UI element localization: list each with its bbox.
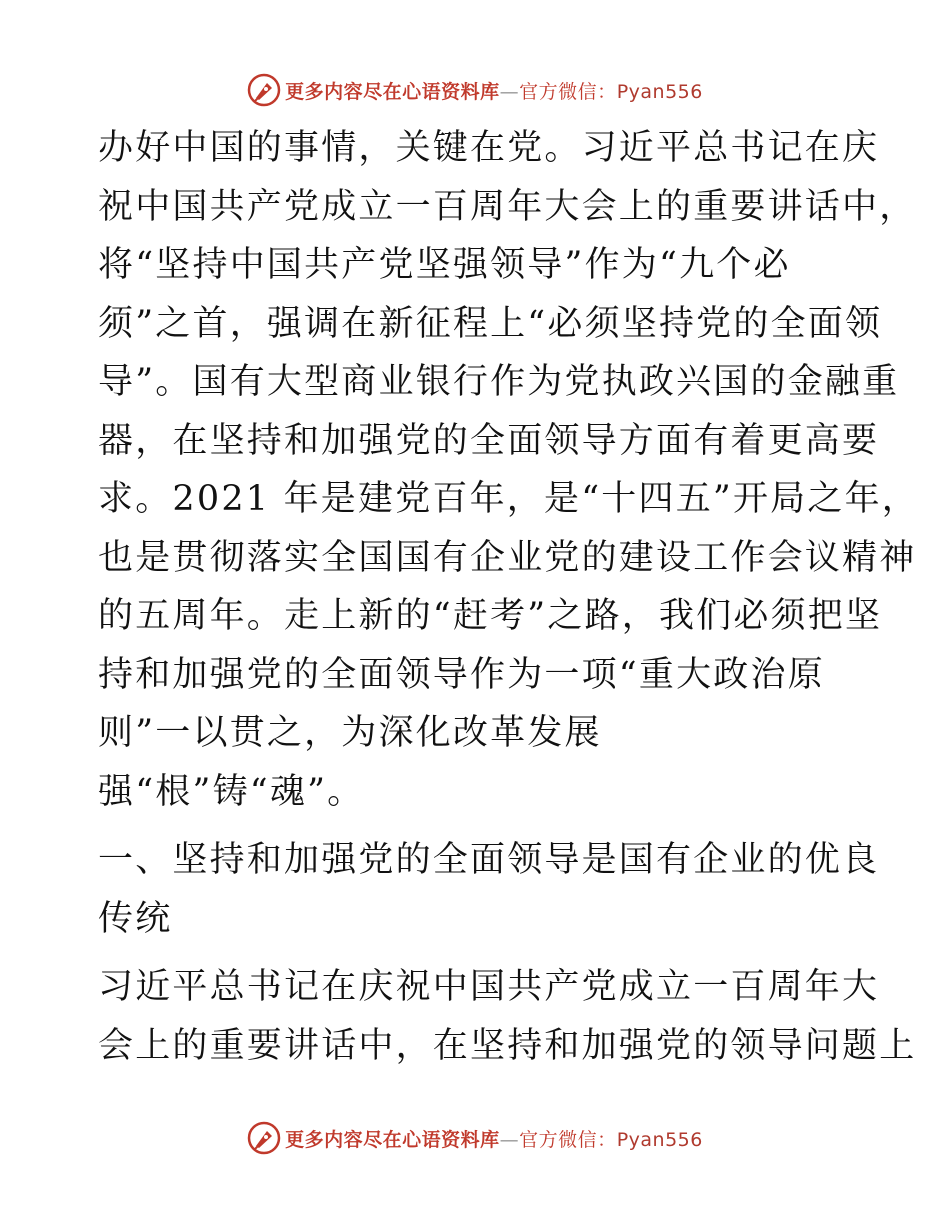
intro-paragraph <box>98 119 919 821</box>
text-line: 祝中国共产党成立一百周年大会上的重要讲话中， <box>98 186 917 227</box>
watermark-wechat-id: Pyan556 <box>616 1128 703 1151</box>
text-line: 将“坚持中国共产党坚强领导”作为“九个必 <box>98 245 791 285</box>
text-line: 会上的重要讲话中，在坚持和加强党的领导问题上 <box>98 1025 917 1066</box>
watermark-dash: — <box>499 80 520 103</box>
heading-line: 传统 <box>98 898 173 939</box>
text-line: 也是贯彻落实全国国有企业党的建设工作会议精神 <box>98 537 917 578</box>
text-line: 须”之首，强调在新征程上“必须坚持党的全面领 <box>98 303 883 344</box>
section-heading <box>98 831 880 948</box>
body-paragraph <box>98 958 917 1075</box>
watermark-text <box>285 77 703 104</box>
pen-nib-logo-icon <box>247 1121 281 1155</box>
text-line: 求。2021 年是建党百年，是“十四五”开局之年， <box>98 479 919 519</box>
text-line: 持和加强党的全面领导作为一项“重大政治原 <box>98 654 825 695</box>
text-line: 则”一以贯之，为深化改革发展 <box>98 713 602 753</box>
header-watermark <box>0 70 950 110</box>
text-line: 导”。国有大型商业银行作为党执政兴国的金融重 <box>98 362 900 402</box>
text-line: 器，在坚持和加强党的全面领导方面有着更高要 <box>98 420 880 461</box>
text-line: 办好中国的事情，关键在党。习近平总书记在庆 <box>98 128 880 168</box>
watermark-main-text: 更多内容尽在心语资料库 <box>285 1128 500 1151</box>
document-body <box>98 119 919 1075</box>
text-line: 强“根”铸“魂”。 <box>98 771 365 812</box>
watermark-main-text: 更多内容尽在心语资料库 <box>285 80 500 103</box>
text-line: 习近平总书记在庆祝中国共产党成立一百周年大 <box>98 967 880 1007</box>
watermark-dash: — <box>499 1128 520 1151</box>
watermark-text <box>285 1125 703 1152</box>
text-line: 的五周年。走上新的“赶考”之路，我们必须把坚 <box>98 596 883 636</box>
watermark-wechat-id: Pyan556 <box>616 80 703 103</box>
pen-nib-logo-icon <box>247 73 281 107</box>
watermark-official-text: 官方微信： <box>519 80 617 103</box>
footer-watermark <box>0 1118 950 1158</box>
heading-line: 一、坚持和加强党的全面领导是国有企业的优良 <box>98 840 880 880</box>
watermark-official-text: 官方微信： <box>519 1128 617 1151</box>
